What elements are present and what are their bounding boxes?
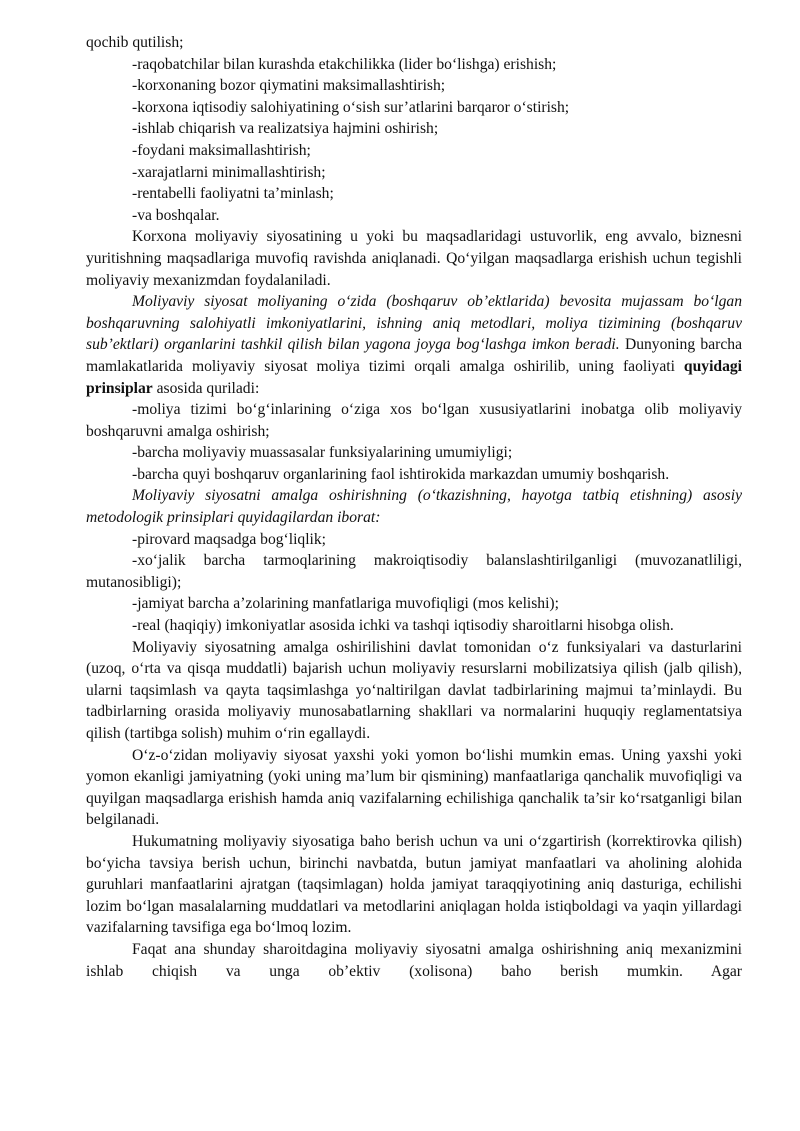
italic-text: Moliyaviy siyosat moliyaning o‘zida (boshqaruv ob’ektlarida) bevosita mujassam bo‘lgan boshqaruvning salohiyatli imkoniyatlarini, ishning aniq metodlari, moliya tizimining (boshqaruv sub’ektlari) organlarini tashkil qilish bilan yagona joyga bog‘lashga imkon beradi. bbox=[86, 293, 742, 354]
list-item: -xo‘jalik barcha tarmoqlarining makroiqtisodiy balanslashtirilganligi (muvozanatliligi, mutanosibligi); bbox=[86, 552, 742, 591]
paragraph: O‘z-o‘zidan moliyaviy siyosat yaxshi yoki yomon bo‘lishi mumkin emas. Uning yaxshi yoki yomon ekanligi jamiyatning (yoki uning ma’lum bir qismining) manfaatlariga qanchalik muvofiqligi va quyilgan maqsadlarga erishish hamda aniq vazifalarning echilishiga qanchalik ta’sir ko‘rsatganligi bilan belgilanadi. bbox=[86, 746, 742, 829]
list-item: -moliya tizimi bo‘g‘inlarining o‘ziga xos bo‘lgan xususiyatlarini inobatga olib moliyaviy boshqaruvni amalga oshirish; bbox=[86, 401, 742, 440]
list-item: -raqobatchilar bilan kurashda etakchilikka (lider bo‘lishga) erishish; bbox=[132, 55, 557, 73]
bold-text: quyidagi prinsiplar bbox=[86, 357, 742, 397]
italic-paragraph: Moliyaviy siyosatni amalga oshirishning (o‘tkazishning, hayotga tatbiq etishning) asosiy metodologik prinsiplari quyidagilardan iborat: bbox=[86, 487, 742, 527]
text-line: qochib qutilish; bbox=[86, 34, 184, 51]
list-item: -pirovard maqsadga bog‘liqlik; bbox=[132, 530, 327, 548]
list-item: -barcha moliyaviy muassasalar funksiyalarining umumiyligi; bbox=[132, 444, 513, 462]
paragraph-text: Dunyoning barcha mamlakatlarida moliyaviy siyosat moliya tizimi orqali amalga oshirilib, uning faoliyati bbox=[86, 336, 742, 375]
paragraph-text: asosida quriladi: bbox=[152, 379, 260, 397]
paragraph: Moliyaviy siyosatning amalga oshirilishini davlat tomonidan o‘z funksiyalari va dasturlarini (uzoq, o‘rta va qisqa muddatli) bajarish uchun moliyaviy resurslarni mobilizatsiya qilish (jalb qilish), ularni taqsimlash va qayta taqsimlashga yo‘naltirilgan davlat tadbirlarining majmui ta’minlaydi. Bu tadbirlarning orasida moliyaviy munosabatlarning shakllari va normalarini huquqiy reglamentatsiya qilish (tartibga solish) muhim o‘rin egallaydi. bbox=[86, 638, 742, 742]
list-item: -jamiyat barcha a’zolarining manfatlariga muvofiqligi (mos kelishi); bbox=[132, 595, 559, 613]
paragraph: Faqat ana shunday sharoitdagina moliyaviy siyosatni amalga oshirishning aniq mexanizmini ishlab chiqish va unga ob’ektiv (xolisona) baho berish mumkin. Agar bbox=[86, 940, 742, 980]
list-item: -korxonaning bozor qiymatini maksimallashtirish; bbox=[132, 77, 446, 95]
list-item: -ishlab chiqarish va realizatsiya hajmini oshirish; bbox=[132, 120, 439, 138]
paragraph: Korxona moliyaviy siyosatining u yoki bu maqsadlaridagi ustuvorlik, eng avvalo, biznesni yuritishning maqsadlariga muvofiq ravishda aniqlanadi. Qo‘yilgan maqsadlarga erishish uchun tegishli moliyaviy mexanizmdan foydalaniladi. bbox=[86, 228, 742, 289]
list-item: -xarajatlarni minimallashtirish; bbox=[132, 163, 326, 181]
list-item: -barcha quyi boshqaruv organlarining faol ishtirokida markazdan umumiy boshqarish. bbox=[132, 465, 670, 483]
paragraph bbox=[86, 291, 742, 399]
paragraph: Hukumatning moliyaviy siyosatiga baho berish uchun va uni o‘zgartirish (korrektirovka qilish) bo‘yicha tavsiya berish uchun, birinchi navbatda, butun jamiyat manfaatlari va aholining alohida guruhlari manfaatlarini ajratgan (taqsimlagan) holda jamiyat taraqqiyotining aniq dasturiga, echilishi lozim bo‘lgan masalalarning muddatlari va metodlarini aniqlagan holda istiqboldagi va yaqin yillardagi vazifalarning tavsifiga ega bo‘lmoq lozim. bbox=[86, 832, 742, 937]
list-item: -korxona iqtisodiy salohiyatining o‘sish sur’atlarini barqaror o‘stirish; bbox=[132, 98, 570, 116]
list-item: -va boshqalar. bbox=[132, 206, 220, 224]
list-item: -foydani maksimallashtirish; bbox=[132, 141, 311, 159]
list-item: -rentabelli faoliyatni ta’minlash; bbox=[132, 185, 334, 203]
list-item: -real (haqiqiy) imkoniyatlar asosida ichki va tashqi iqtisodiy sharoitlarni hisobga olish. bbox=[132, 617, 674, 635]
